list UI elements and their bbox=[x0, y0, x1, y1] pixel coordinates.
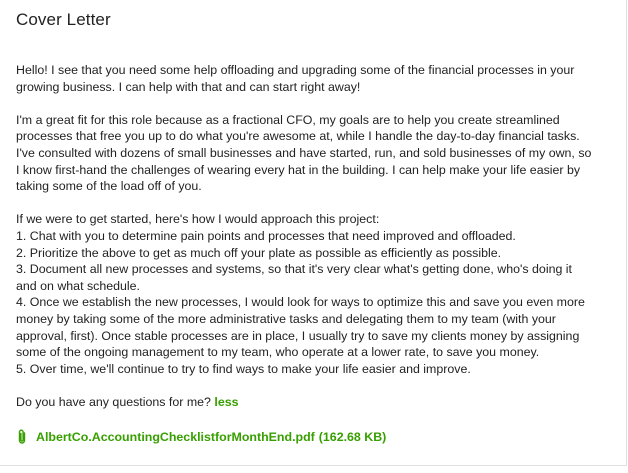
text-line: I've consulted with dozens of small businesses and have started, run, and sold businesses of my own, so bbox=[16, 145, 592, 160]
list-item-continuation: and on what schedule. bbox=[16, 278, 140, 293]
list-item: 5. Over time, we'll continue to try to find ways to make your life easier and improve. bbox=[16, 361, 471, 376]
cover-letter-body bbox=[16, 62, 612, 427]
paragraph-approach bbox=[16, 211, 612, 377]
list-item: 4. Once we establish the new processes, I would look for ways to optimize this and save you even more bbox=[16, 295, 585, 310]
closing-question: Do you have any questions for me? bbox=[16, 394, 215, 409]
list-item: 3. Document all new processes and systems, so that it's very clear what's getting done, who's doing it bbox=[16, 262, 572, 277]
list-item: 2. Prioritize the above to get as much off your plate as possible as efficiently as possible. bbox=[16, 245, 502, 260]
list-item-continuation: approval, first). Once stable processes are in place, I usually try to save my clients money by assigning bbox=[16, 328, 580, 343]
text-line: taking some of the load off of you. bbox=[16, 179, 202, 194]
paragraph-fit bbox=[16, 112, 612, 195]
text-line: If we were to get started, here's how I would approach this project: bbox=[16, 212, 380, 227]
list-item-continuation: some of the ongoing management to my team, who operate at a lower rate, to save you money. bbox=[16, 345, 540, 360]
attachment-size: (162.68 KB) bbox=[318, 430, 387, 444]
text-line: Hello! I see that you need some help offloading and upgrading some of the financial processes in your bbox=[16, 63, 575, 77]
less-link[interactable]: less bbox=[214, 394, 239, 409]
text-line: processes that free you up to do what you're awesome at, while I handle the day-to-day financial tasks. bbox=[16, 129, 580, 144]
list-item: 1. Chat with you to determine pain points and processes that need improved and offloaded. bbox=[16, 228, 516, 243]
attachment-link[interactable] bbox=[16, 429, 386, 445]
paperclip-icon bbox=[16, 429, 28, 445]
list-item-continuation: money by taking some of the more administrative tasks and delegating them to my team (with your bbox=[16, 311, 556, 326]
text-line: I'm a great fit for this role because as a fractional CFO, my goals are to help you create streamlined bbox=[16, 112, 560, 127]
attachment-filename: AlbertCo.AccountingChecklistforMonthEnd.pdf bbox=[36, 430, 315, 444]
text-line: growing business. I can help with that and can start right away! bbox=[16, 79, 361, 94]
paragraph-closing bbox=[16, 394, 612, 411]
paragraph-greeting bbox=[16, 62, 612, 95]
cover-letter-title: Cover Letter bbox=[16, 10, 111, 29]
text-line: I know first-hand the challenges of wearing every hat in the building. I can help make your life easier by bbox=[16, 162, 581, 177]
